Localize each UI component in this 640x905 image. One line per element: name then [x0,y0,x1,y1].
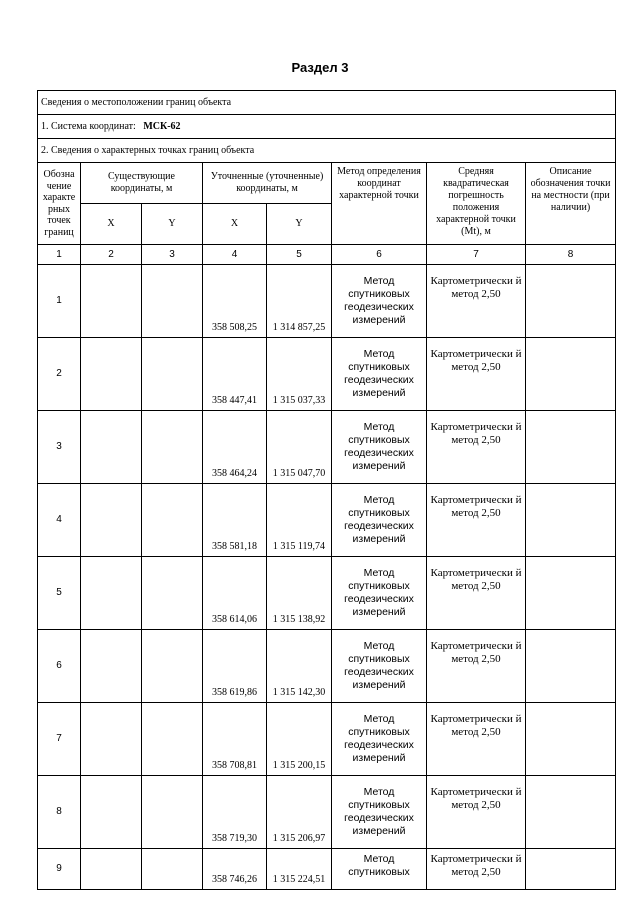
point-number: 6 [38,630,81,703]
point-number: 8 [38,776,81,849]
refined-y-cell: 1 315 224,51 [267,849,332,890]
header-existing: Существующие координаты, м [81,163,203,204]
description-cell [526,630,616,703]
existing-x-cell [81,411,142,484]
accuracy-cell: Картометрически й метод 2,50 [427,630,526,703]
existing-y-cell [142,265,203,338]
existing-y-cell [142,703,203,776]
table-row [38,849,616,890]
existing-x-cell [81,703,142,776]
existing-x-cell [81,630,142,703]
accuracy-cell: Картометрически й метод 2,50 [427,776,526,849]
header-point: Обозна чение характе рных точек границ [38,163,81,245]
coordinate-system-label: 1. Система координат: [41,120,136,132]
existing-x-cell [81,338,142,411]
existing-x-cell [81,265,142,338]
method-cell: Метод спутниковых геодезических измерений [332,703,427,776]
description-cell [526,411,616,484]
refined-x-cell: 358 746,26 [203,849,267,890]
method-cell: Метод спутниковых геодезических измерений [332,557,427,630]
method-cell: Метод спутниковых [332,849,427,890]
method-cell: Метод спутниковых геодезических измерений [332,484,427,557]
accuracy-cell: Картометрически й метод 2,50 [427,557,526,630]
column-number: 6 [332,245,427,265]
header-existing-x: X [81,204,142,245]
refined-y-cell: 1 315 047,70 [267,411,332,484]
description-cell [526,265,616,338]
page-title: Раздел 3 [291,60,349,75]
existing-y-cell [142,630,203,703]
description-cell [526,703,616,776]
existing-x-cell [81,484,142,557]
table-row [38,703,616,776]
existing-y-cell [142,484,203,557]
refined-y-cell: 1 315 119,74 [267,484,332,557]
column-number: 8 [526,245,616,265]
accuracy-cell: Картометрически й метод 2,50 [427,338,526,411]
accuracy-cell: Картометрически й метод 2,50 [427,411,526,484]
existing-y-cell [142,338,203,411]
refined-y-cell: 1 314 857,25 [267,265,332,338]
refined-x-cell: 358 464,24 [203,411,267,484]
header-description: Описание обозначения точки на местности (при наличии) [526,163,616,245]
existing-y-cell [142,411,203,484]
table-row [38,338,616,411]
header-existing-y: Y [142,204,203,245]
refined-y-cell: 1 315 037,33 [267,338,332,411]
existing-y-cell [142,776,203,849]
description-cell [526,776,616,849]
accuracy-cell: Картометрически й метод 2,50 [427,703,526,776]
header-accuracy: Средняя квадратическая погрешность положения характерной точки (Mt), м [427,163,526,245]
refined-x-cell: 358 447,41 [203,338,267,411]
column-number: 1 [38,245,81,265]
existing-x-cell [81,557,142,630]
refined-x-cell: 358 581,18 [203,484,267,557]
table-row [38,411,616,484]
point-number: 1 [38,265,81,338]
header-refined: Уточненные (уточненные) координаты, м [203,163,332,204]
refined-y-cell: 1 315 200,15 [267,703,332,776]
refined-x-cell: 358 719,30 [203,776,267,849]
header-refined-x: X [203,204,267,245]
refined-y-cell: 1 315 206,97 [267,776,332,849]
existing-y-cell [142,557,203,630]
point-number: 5 [38,557,81,630]
method-cell: Метод спутниковых геодезических измерений [332,630,427,703]
boundary-points-table [37,90,616,890]
refined-x-cell: 358 708,81 [203,703,267,776]
table-row [38,484,616,557]
point-number: 2 [38,338,81,411]
point-number: 3 [38,411,81,484]
existing-x-cell [81,776,142,849]
description-cell [526,557,616,630]
refined-x-cell: 358 614,06 [203,557,267,630]
method-cell: Метод спутниковых геодезических измерений [332,265,427,338]
column-number: 4 [203,245,267,265]
description-cell [526,338,616,411]
accuracy-cell: Картометрически й метод 2,50 [427,265,526,338]
column-number: 3 [142,245,203,265]
header-method: Метод определения координат характерной точки [332,163,427,245]
refined-x-cell: 358 508,25 [203,265,267,338]
table-row [38,557,616,630]
refined-y-cell: 1 315 138,92 [267,557,332,630]
refined-x-cell: 358 619,86 [203,630,267,703]
method-cell: Метод спутниковых геодезических измерений [332,411,427,484]
header-refined-y: Y [267,204,332,245]
method-cell: Метод спутниковых геодезических измерений [332,776,427,849]
point-number: 7 [38,703,81,776]
section-heading: Сведения о местоположении границ объекта [38,91,616,115]
column-number: 7 [427,245,526,265]
table-row [38,630,616,703]
accuracy-cell: Картометрически й метод 2,50 [427,484,526,557]
coordinate-system-value: МСК-62 [143,120,181,132]
column-number: 2 [81,245,142,265]
point-number: 4 [38,484,81,557]
existing-x-cell [81,849,142,890]
accuracy-cell: Картометрически й метод 2,50 [427,849,526,890]
description-cell [526,849,616,890]
method-cell: Метод спутниковых геодезических измерений [332,338,427,411]
coordinate-system-row [38,115,616,139]
point-number: 9 [38,849,81,890]
description-cell [526,484,616,557]
column-number: 5 [267,245,332,265]
points-section-heading: 2. Сведения о характерных точках границ объекта [38,139,616,163]
existing-y-cell [142,849,203,890]
table-row [38,776,616,849]
refined-y-cell: 1 315 142,30 [267,630,332,703]
table-row [38,265,616,338]
